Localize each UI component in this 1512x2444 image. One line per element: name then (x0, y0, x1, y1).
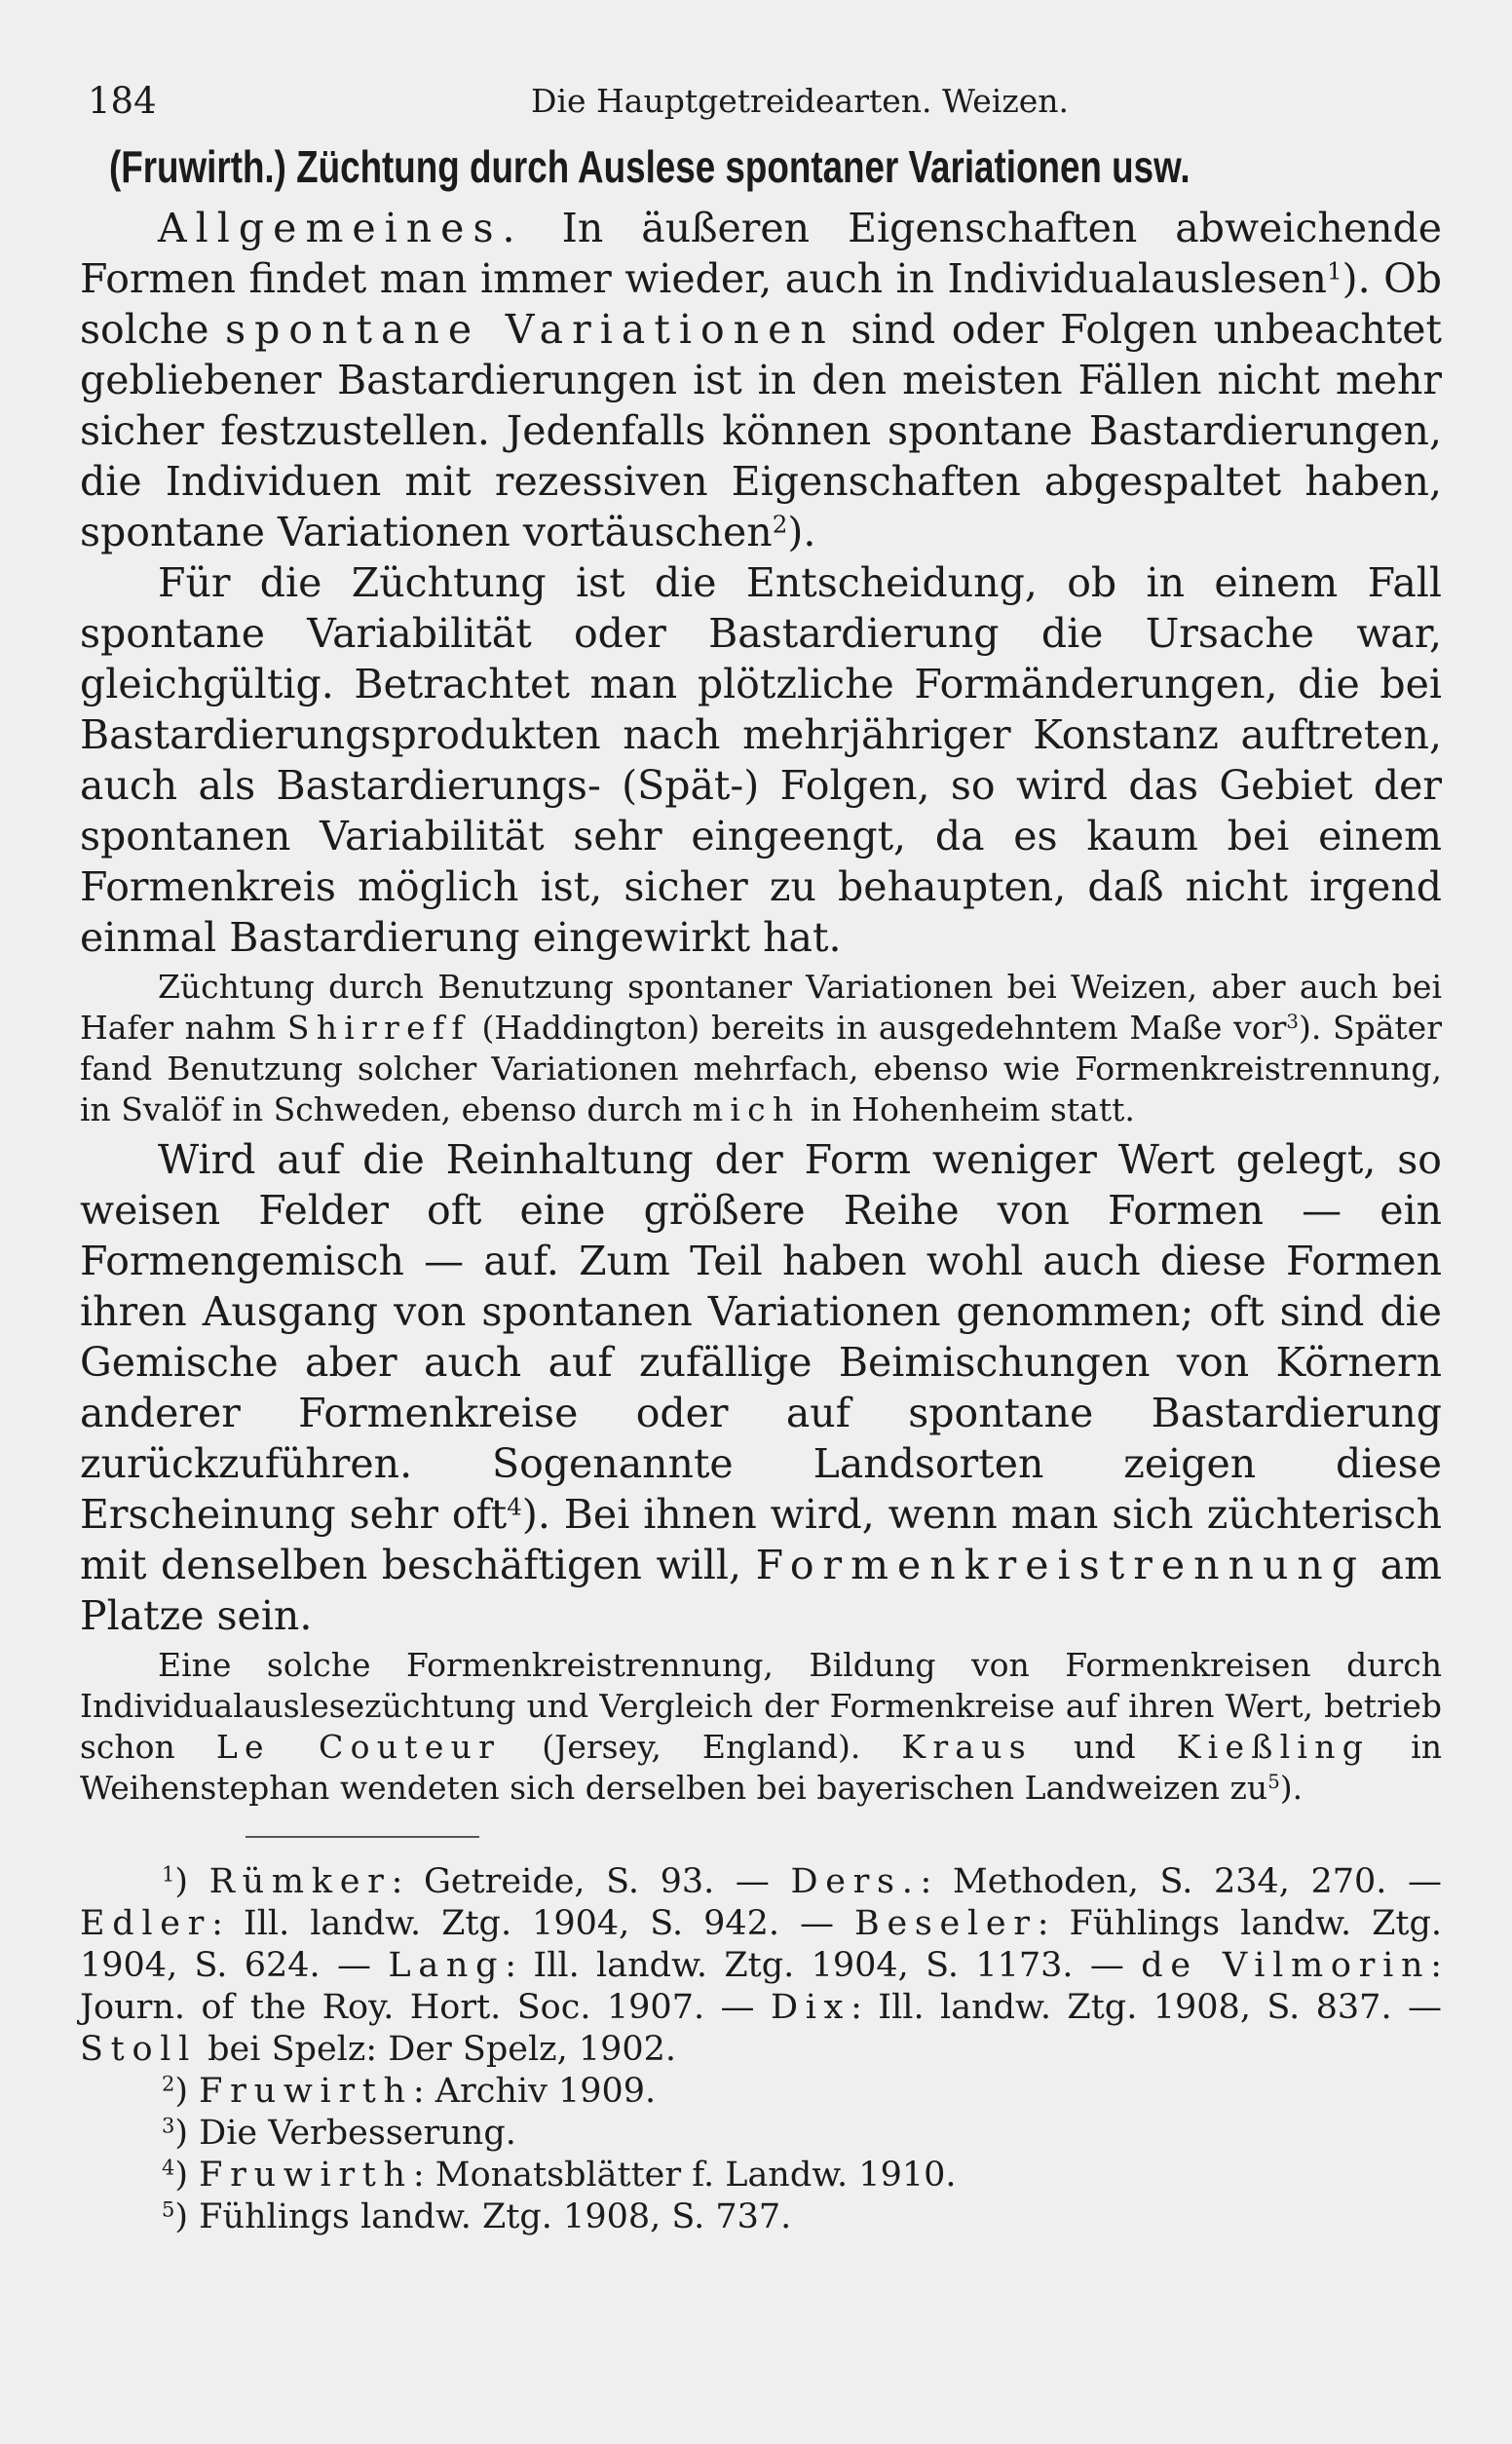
spaced-term: spontane Variationen (225, 306, 835, 353)
section-title: (Fruwirth.) Züchtung durch Auslese spontaner Variationen usw. (109, 141, 1191, 192)
lead-term: Allgemeines. (158, 205, 524, 251)
footnote-1: $^1$) Rümker: Getreide, S. 93. — Ders.: Methoden, S. 234, 270. — Edler: Ill. landw. Ztg. 1904, S. 942. — Beseler: Fühlings landw. Ztg. 1904, S. 624. — Lang: Ill. landw. Ztg. 1904, S. 1173. — de Vilmorin: Journ. of the Roy. Hort. Soc. 1907. — Dix: Ill. landw. Ztg. 1908, S. 837. — Stoll bei Spelz: Der Spelz, 1902. (80, 1862, 1443, 2069)
text-run: ). Später fand Benutzung solcher Variationen mehrfach, ebenso wie Formenkreistrennung, in Svalöf in Schweden, ebenso durch (80, 1009, 1442, 1128)
footnotes (80, 1861, 1442, 2238)
text-run: ). (787, 509, 816, 555)
author-name: Edler (80, 1904, 212, 1943)
footnote-3: $^3$) Die Verbesserung. (162, 2114, 516, 2153)
author-name: Stoll (80, 2030, 198, 2069)
author-name: Kraus (901, 1728, 1033, 1766)
small-paragraph-shirreff (80, 967, 1442, 1130)
author-name: Beseler (854, 1904, 1038, 1943)
running-title: Die Hauptgetreidearten. Weizen. (531, 82, 1069, 120)
text-run: ). Ob solche (80, 255, 1442, 353)
text-run: Wird auf die Reinhaltung der Form weniger Wert gelegt, so weisen Felder oft eine größere Reihe von Formen — ein Formengemisch — auf. Zum Teil haben wohl auch diese Formen ihren Ausgang von spontanen Variationen genommen; oft sind die Gemische aber auch auf zufällige Beimischungen von Körnern anderer Formenkreise oder auf spontane Bastardierung zurückzuführen. Sogenannte Landsorten zeigen diese Erscheinung sehr oft (80, 1136, 1442, 1538)
text-run: am Platze sein. (80, 1542, 1442, 1639)
spaced-term: Formenkreistrennung (755, 1542, 1367, 1588)
footnote-4: $^4$) Fruwirth: Monatsblätter f. Landw. 1910. (162, 2156, 957, 2195)
footnote-ref: 5 (1267, 1771, 1280, 1794)
text-run: bei Spelz: Der Spelz, 1902. (197, 2030, 677, 2069)
author-name: Fruwirth (199, 2156, 413, 2195)
paragraph-allgemeines (80, 203, 1442, 557)
text-run: (Haddington) bereits in ausgedehntem Maße vor (470, 1009, 1287, 1047)
text-run: : Archiv 1909. (412, 2072, 657, 2111)
text-run: : Ill. landw. Ztg. 1904, S. 1173. — (505, 1946, 1142, 1985)
footnote-mark: 3 (162, 2114, 175, 2138)
text-run: In äußeren Eigenschaften abweichende Formen findet man immer wieder, auch in Individualauslesen (80, 205, 1442, 302)
page-number: 184 (88, 80, 157, 122)
text-run: ). Bei ihnen wird, wenn man sich züchterisch mit denselben beschäftigen will, (80, 1491, 1442, 1588)
footnote-mark: 2 (162, 2072, 175, 2096)
text-run: (Jersey, England). (501, 1728, 902, 1766)
author-name: Rümker (208, 1862, 392, 1901)
small-paragraph-formenkreistrennung (80, 1645, 1442, 1809)
footnote-ref: 4 (507, 1492, 522, 1521)
footnote-ref: 1 (1326, 256, 1342, 286)
text-run: in Weihenstephan wendeten sich derselben bei bayerischen Landweizen zu (80, 1728, 1442, 1807)
text-run: : Ill. landw. Ztg. 1904, S. 942. — (211, 1904, 855, 1943)
author-name: de Vilmorin (1141, 1946, 1431, 1985)
text-run: : Fühlings landw. Ztg. 1904, S. 624. — (80, 1904, 1442, 1985)
text-run: : Getreide, S. 93. — (391, 1862, 791, 1901)
page-header (80, 66, 1442, 134)
footnote-2: $^2$) Fruwirth: Archiv 1909. (162, 2072, 657, 2111)
text-run: : Monatsblätter f. Landw. 1910. (412, 2156, 957, 2195)
text-run: sind oder Folgen unbeachtet gebliebener Bastardierungen ist in den meisten Fällen nicht mehr sicher festzustellen. Jedenfalls können spontane Bastardierungen, die Individuen mit rezessiven Eigenschaften abgespaltet haben, spontane Variationen vortäuschen (80, 306, 1442, 555)
paragraph-zuechtung: Für die Züchtung ist die Entscheidung, ob in einem Fall spontane Variabilität oder Bastardierung die Ursache war, gleichgültig. Betrachtet man plötzliche Formänderungen, die bei Bastardierungsprodukten nach mehrjähriger Konstanz auftreten, auch als Bastardierungs- (Spät-) Folgen, so wird das Gebiet der spontanen Variabilität sehr eingeengt, da es kaum bei einem Formenkreis möglich ist, sicher zu behaupten, daß nicht irgend einmal Bastardierung eingewirkt hat. (80, 559, 1442, 961)
text-run: : Methoden, S. 234, 270. — (920, 1862, 1442, 1901)
text-run: : Ill. landw. Ztg. 1908, S. 837. — (850, 1988, 1442, 2027)
text-run: : Journ. of the Roy. Hort. Soc. 1907. — (80, 1946, 1443, 2027)
paragraph-formengemisch (80, 1134, 1442, 1641)
author-name: Ders. (790, 1862, 921, 1901)
author-name: Fruwirth (199, 2072, 413, 2111)
text-run: Züchtung durch Benutzung spontaner Variationen bei Weizen, aber auch bei Hafer nahm (80, 968, 1442, 1047)
text-run: Eine solche Formenkreistrennung, Bildung von Formenkreisen durch Individualauslesezüchtung und Vergleich der Formenkreise auf ihren Wert, betrieb schon (80, 1646, 1442, 1766)
author-name: mich (692, 1090, 801, 1128)
author-name: Shirreff (286, 1009, 471, 1047)
footnote-mark: 4 (162, 2156, 175, 2180)
footnote-divider (246, 1836, 479, 1838)
author-name: Lang (388, 1946, 506, 1985)
text-run: Fühlings landw. Ztg. 1908, S. 737. (199, 2197, 792, 2236)
footnote-ref: 3 (1286, 1011, 1299, 1034)
footnote-5: $^5$) Fühlings landw. Ztg. 1908, S. 737. (162, 2197, 792, 2236)
text-run: ). (1279, 1769, 1304, 1807)
text-run: und (1033, 1728, 1177, 1766)
author-name: Dix (770, 1988, 851, 2027)
author-name: Kießling (1176, 1728, 1371, 1766)
author-name: Le Couteur (215, 1728, 502, 1766)
footnote-mark: 5 (162, 2197, 175, 2222)
text-run: Die Verbesserung. (199, 2114, 516, 2153)
footnote-ref: 2 (772, 510, 788, 539)
text-run: in Hohenheim statt. (800, 1090, 1135, 1128)
footnote-mark: 1 (162, 1862, 175, 1887)
